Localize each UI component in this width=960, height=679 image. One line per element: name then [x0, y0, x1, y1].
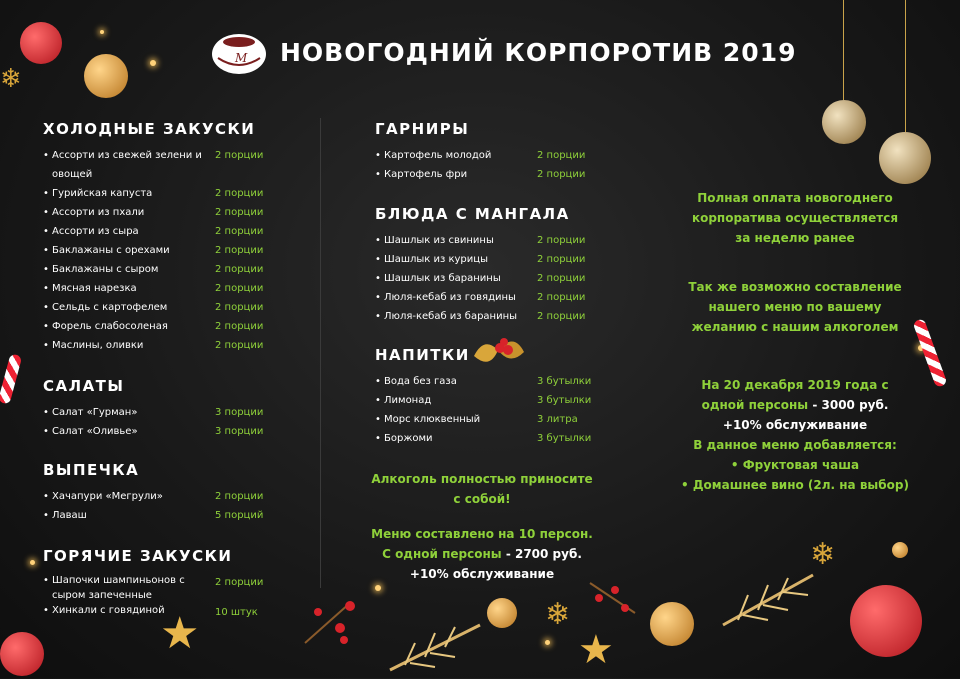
menu-item-quantity: 2 порции — [215, 226, 264, 237]
menu-item-quantity: 2 порции — [537, 292, 586, 303]
holly-icon — [470, 330, 526, 374]
menu-item-name: • Боржоми — [375, 429, 537, 448]
menu-item-name: • Салат «Гурман» — [43, 403, 215, 422]
berry-branch-icon — [585, 578, 640, 618]
menu-item — [375, 146, 585, 165]
ornament-string — [843, 0, 844, 100]
menu-item-quantity: 3 бутылки — [537, 395, 592, 406]
menu-item-quantity: 3 бутылки — [537, 376, 592, 387]
menu-item-name: • Шашлык из свинины — [375, 231, 537, 250]
menu-item-name: • Хачапури «Мегрули» — [43, 487, 215, 506]
snowflake-icon: ❄ — [0, 64, 22, 94]
page-title: НОВОГОДНИЙ КОРПОРОТИВ 2019 — [280, 37, 797, 67]
menu-item-quantity: 2 порции — [537, 273, 586, 284]
special-offer-note: На 20 декабря 2019 года с одной персоны - 3000 руб. +10% обслуживание В данное меню добавляется: • Фруктовая чаша • Домашнее вино (2л. на выбор) — [681, 378, 909, 492]
menu-item-quantity: 2 порции — [215, 321, 264, 332]
svg-text:М: М — [235, 51, 248, 65]
menu-item-name: • Люля-кебаб из баранины — [375, 307, 537, 326]
section-title: ВЫПЕЧКА — [43, 461, 140, 479]
gold-ornament-icon — [650, 602, 694, 646]
menu-item — [43, 222, 263, 241]
menu-item-name: • Баклажаны с орехами — [43, 241, 215, 260]
menu-item-quantity: 3 порции — [215, 407, 264, 418]
menu-item-name: • Баклажаны с сыром — [43, 260, 215, 279]
menu-list — [375, 146, 585, 184]
menu-item-name: • Морс клюквенный — [375, 410, 537, 429]
menu-item-quantity: 2 порции — [215, 283, 264, 294]
alcohol-note: Алкоголь полностью приносите с собой! — [371, 472, 593, 506]
menu-item-name: • Ассорти из сыра — [43, 222, 215, 241]
menu-item — [43, 506, 263, 525]
section-title: ГАРНИРЫ — [375, 120, 470, 138]
section-title: САЛАТЫ — [43, 377, 125, 395]
sparkle-decoration — [30, 560, 35, 565]
menu-item-quantity: 2 порции — [215, 150, 264, 161]
menu-item-name: • Ассорти из пхали — [43, 203, 215, 222]
menu-item-quantity: 2 порции — [215, 264, 264, 275]
menu-item-name: • Маслины, оливки — [43, 336, 215, 355]
section-title: ХОЛОДНЫЕ ЗАКУСКИ — [43, 120, 256, 138]
menu-item-quantity: 2 порции — [537, 311, 586, 322]
menu-item-name: • Лаваш — [43, 506, 215, 525]
gold-ornament-icon — [84, 54, 128, 98]
menu-item-name: • Вода без газа — [375, 372, 537, 391]
snowflake-icon: ❄ — [810, 537, 836, 572]
star-icon: ★ — [160, 608, 200, 659]
section-bakery — [43, 461, 263, 525]
section-hot-appetizers — [43, 547, 263, 622]
red-ornament-icon — [0, 632, 44, 676]
menu-item-quantity: 10 штук — [215, 607, 258, 618]
menu-item — [375, 165, 585, 184]
menu-item-name: • Шашлык из баранины — [375, 269, 537, 288]
menu-item — [43, 298, 263, 317]
menu-item-quantity: 2 порции — [215, 491, 264, 502]
menu-item — [43, 317, 263, 336]
menu-item — [43, 336, 263, 355]
menu-item — [43, 146, 263, 184]
menu-item — [43, 422, 263, 441]
menu-item — [375, 269, 585, 288]
menu-item-quantity: 5 порций — [215, 510, 264, 521]
menu-item — [43, 403, 263, 422]
menu-item-name: • Люля-кебаб из говядины — [375, 288, 537, 307]
red-ornament-icon — [850, 585, 922, 657]
menu-item-quantity: 2 порции — [537, 235, 586, 246]
menu-item — [43, 184, 263, 203]
gold-ornament-icon — [822, 100, 866, 144]
menu-list — [375, 231, 585, 326]
menu-item-name: • Шашлык из курицы — [375, 250, 537, 269]
cafe-logo-icon — [210, 28, 268, 76]
menu-price-note: Меню составлено на 10 персон. С одной персоны - 2700 руб. +10% обслуживание — [371, 527, 593, 581]
menu-item-quantity: 2 порции — [215, 188, 264, 199]
gold-ornament-icon — [487, 598, 517, 628]
menu-item-name: • Салат «Оливье» — [43, 422, 215, 441]
ornament-string — [905, 0, 906, 132]
menu-item — [375, 410, 591, 429]
page-header — [210, 28, 796, 76]
custom-menu-note: Так же возможно составление нашего меню по вашему желанию с нашим алкоголем — [688, 280, 902, 334]
menu-item-quantity: 2 порции — [215, 302, 264, 313]
menu-item-name: • Форель слабосоленая — [43, 317, 215, 336]
menu-item — [375, 391, 591, 410]
menu-item — [375, 307, 585, 326]
menu-item-name: • Мясная нарезка — [43, 279, 215, 298]
menu-item — [375, 231, 585, 250]
sparkle-decoration — [545, 640, 550, 645]
pine-branch-icon — [385, 615, 485, 675]
menu-item-name: • Шапочки шампиньонов с сыром запеченные — [43, 573, 215, 603]
menu-item — [375, 250, 585, 269]
menu-item — [43, 241, 263, 260]
menu-list — [43, 573, 263, 622]
menu-list — [375, 372, 591, 448]
menu-item-quantity: 3 литра — [537, 414, 578, 425]
pine-branch-icon — [718, 570, 818, 630]
section-cold-appetizers — [43, 120, 263, 355]
red-ornament-icon — [20, 22, 62, 64]
gold-ornament-icon — [892, 542, 908, 558]
section-title: БЛЮДА С МАНГАЛА — [375, 205, 570, 223]
gold-ornament-icon — [879, 132, 931, 184]
star-icon: ★ — [578, 627, 614, 673]
sparkle-decoration — [150, 60, 156, 66]
menu-item — [43, 260, 263, 279]
menu-item-quantity: 2 порции — [215, 577, 264, 588]
column-divider — [320, 118, 321, 588]
menu-item-quantity: 3 бутылки — [537, 433, 592, 444]
menu-list — [43, 487, 263, 525]
menu-item — [43, 487, 263, 506]
menu-item-name: • Ассорти из свежей зелени и овощей — [43, 146, 215, 184]
menu-item — [375, 429, 591, 448]
snowflake-icon: ❄ — [545, 597, 571, 632]
menu-item-name: • Картофель фри — [375, 165, 537, 184]
menu-list — [43, 146, 263, 355]
menu-item-name: • Хинкали с говядиной — [43, 603, 215, 622]
section-sides — [375, 120, 585, 184]
berry-branch-icon — [300, 598, 360, 648]
menu-item-quantity: 2 порции — [215, 207, 264, 218]
section-salads — [43, 377, 263, 441]
sparkle-decoration — [100, 30, 104, 34]
menu-item-quantity: 2 порции — [215, 245, 264, 256]
menu-item — [43, 279, 263, 298]
payment-note: Полная оплата новогоднего корпоратива осуществляется за неделю ранее — [691, 191, 899, 245]
section-title: НАПИТКИ — [375, 346, 470, 364]
candy-cane-icon — [0, 353, 22, 404]
menu-item-name: • Гурийская капуста — [43, 184, 215, 203]
menu-item-quantity: 3 порции — [215, 426, 264, 437]
section-grill — [375, 205, 585, 326]
sparkle-decoration — [375, 585, 381, 591]
menu-item — [43, 203, 263, 222]
menu-item-quantity: 2 порции — [537, 254, 586, 265]
menu-item-name: • Сельдь с картофелем — [43, 298, 215, 317]
menu-item-quantity: 2 порции — [537, 150, 586, 161]
menu-item-name: • Лимонад — [375, 391, 537, 410]
section-title: ГОРЯЧИЕ ЗАКУСКИ — [43, 547, 233, 565]
menu-list — [43, 403, 263, 441]
menu-item — [43, 603, 263, 622]
menu-item — [43, 573, 263, 603]
menu-item-quantity: 2 порции — [537, 169, 586, 180]
menu-item — [375, 288, 585, 307]
menu-item-quantity: 2 порции — [215, 340, 264, 351]
menu-item-name: • Картофель молодой — [375, 146, 537, 165]
menu-item — [375, 372, 591, 391]
